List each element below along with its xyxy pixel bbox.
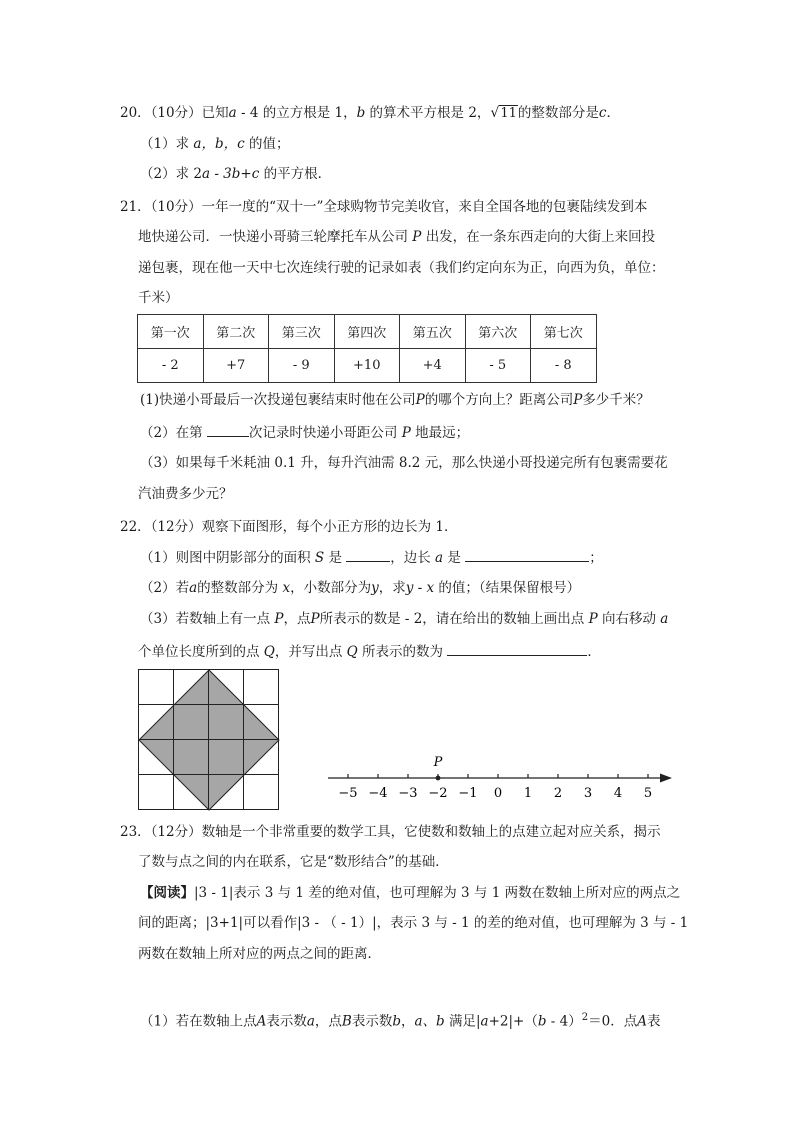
q22-stem: 22．（12分）观察下面图形，每个小正方形的边长为 1． — [120, 519, 458, 535]
table-header-cell: 第二次 — [203, 315, 269, 349]
q22-part3-line1: （3）若数轴上有一点 P，点P所表示的数是 - 2，请在给出的数轴上画出点 P 向右移动 a — [140, 611, 669, 627]
answer-blank-side[interactable] — [465, 547, 589, 562]
table-header-cell: 第一次 — [138, 315, 204, 349]
axis-arrow — [660, 774, 672, 783]
axis-tick-label: −1 — [458, 786, 478, 801]
q23-read-line3: 两数在数轴上所对应的两点之间的距离． — [138, 946, 381, 962]
q20-part1: （1）求 a，b，c 的值； — [140, 136, 290, 152]
table-cell: +10 — [334, 349, 400, 383]
table-cell: - 8 — [531, 349, 597, 383]
table-cell: - 2 — [138, 349, 204, 383]
q20-stem: 20．（10分）已知a - 4 的立方根是 1，b 的算术平方根是 2，√11的整数部分是c． — [120, 103, 660, 124]
q21-part2: （2）在第 次记录时快递小哥距公司 P 地最远； — [140, 422, 680, 443]
q22-number-line — [326, 752, 676, 807]
q22-part1: （1）则图中阴影部分的面积 S 是 ，边长 a 是 ； — [140, 547, 680, 568]
q21-part3-line1: （3）如果每千米耗油 0.1 升，每升汽油需 8.2 元，那么快递小哥投递完所有包裹需要花 — [140, 455, 668, 471]
q21-record-table — [137, 314, 597, 383]
q21-stem-line3: 递包裹，现在他一天中七次连续行驶的记录如表（我们约定向东为正，向西为负，单位： — [138, 260, 665, 276]
q21-stem-line1: 21．（10分）一年一度的“双十一”全球购物节完美收官，来自全国各地的包裹陆续发到本 — [120, 199, 648, 215]
table-header-cell: 第六次 — [465, 315, 531, 349]
q21-stem-line2: 地快递公司．一快递小哥骑三轮摩托车从公司 P 出发，在一条东西走向的大街上来回投 — [138, 229, 656, 245]
table-row — [138, 349, 597, 383]
axis-tick-label: −2 — [428, 786, 448, 801]
axis-tick-label: 4 — [613, 786, 623, 801]
table-header-cell: 第四次 — [334, 315, 400, 349]
axis-tick-label: −5 — [338, 786, 358, 801]
q23-read-line2: 间的距离；|3+1|可以看作|3 - （ - 1）|，表示 3 与 - 1 的差的绝对值，也可理解为 3 与 - 1 — [138, 915, 689, 931]
axis-tick-label: 0 — [493, 786, 503, 801]
axis-tick-label: 1 — [523, 786, 533, 801]
answer-blank-q[interactable] — [447, 641, 587, 656]
axis-tick-label: −4 — [368, 786, 388, 801]
q21-part3-line2: 汽油费多少元？ — [138, 486, 233, 502]
table-cell: +4 — [400, 349, 466, 383]
answer-blank[interactable] — [207, 422, 249, 437]
table-row — [138, 315, 597, 349]
axis-tick-label: 5 — [643, 786, 653, 801]
q23-read-line1: 【阅读】|3 - 1|表示 3 与 1 差的绝对值，也可理解为 3 与 1 两数在数轴上所对应的两点之 — [140, 885, 681, 901]
table-cell: +7 — [203, 349, 269, 383]
q22-part2: （2）若a的整数部分为 x，小数部分为y，求y - x 的值；（结果保留根号） — [140, 580, 581, 596]
answer-blank-area[interactable] — [346, 547, 390, 562]
table-header-cell: 第七次 — [531, 315, 597, 349]
point-p-label: P — [433, 755, 443, 770]
q20-part2: （2）求 2a - 3b+c 的平方根． — [140, 166, 332, 182]
q23-stem-line1: 23．（12分）数轴是一个非常重要的数学工具，它使数和数轴上的点建立起对应关系，揭示 — [120, 824, 661, 840]
axis-tick-label: −3 — [398, 786, 418, 801]
q21-stem-line4: 千米） — [138, 290, 179, 306]
q23-part1: （1）若在数轴上点A表示数a，点B表示数b，a、b 满足|a+2|+（b - 4）$^2$＝0．点A表 — [140, 1012, 661, 1030]
sqrt-11: √11 — [490, 105, 517, 121]
axis-tick-label: 2 — [553, 786, 563, 801]
table-cell: - 5 — [465, 349, 531, 383]
q21-part1: (1)快递小哥最后一次投递包裹结束时他在公司P的哪个方向上？距离公司P多少千米？ — [140, 392, 650, 408]
axis-tick-label: 3 — [583, 786, 593, 801]
grid-lines — [139, 670, 279, 810]
table-cell: - 9 — [269, 349, 335, 383]
q23-stem-line2: 了数与点之间的内在联系，它是“数形结合”的基础． — [138, 854, 449, 870]
q22-grid-figure — [138, 669, 280, 811]
point-p-dot — [436, 776, 441, 781]
q22-part3-line2: 个单位长度所到的点 Q，并写出点 Q 所表示的数为 ． — [138, 641, 678, 662]
table-header-cell: 第三次 — [269, 315, 335, 349]
table-header-cell: 第五次 — [400, 315, 466, 349]
